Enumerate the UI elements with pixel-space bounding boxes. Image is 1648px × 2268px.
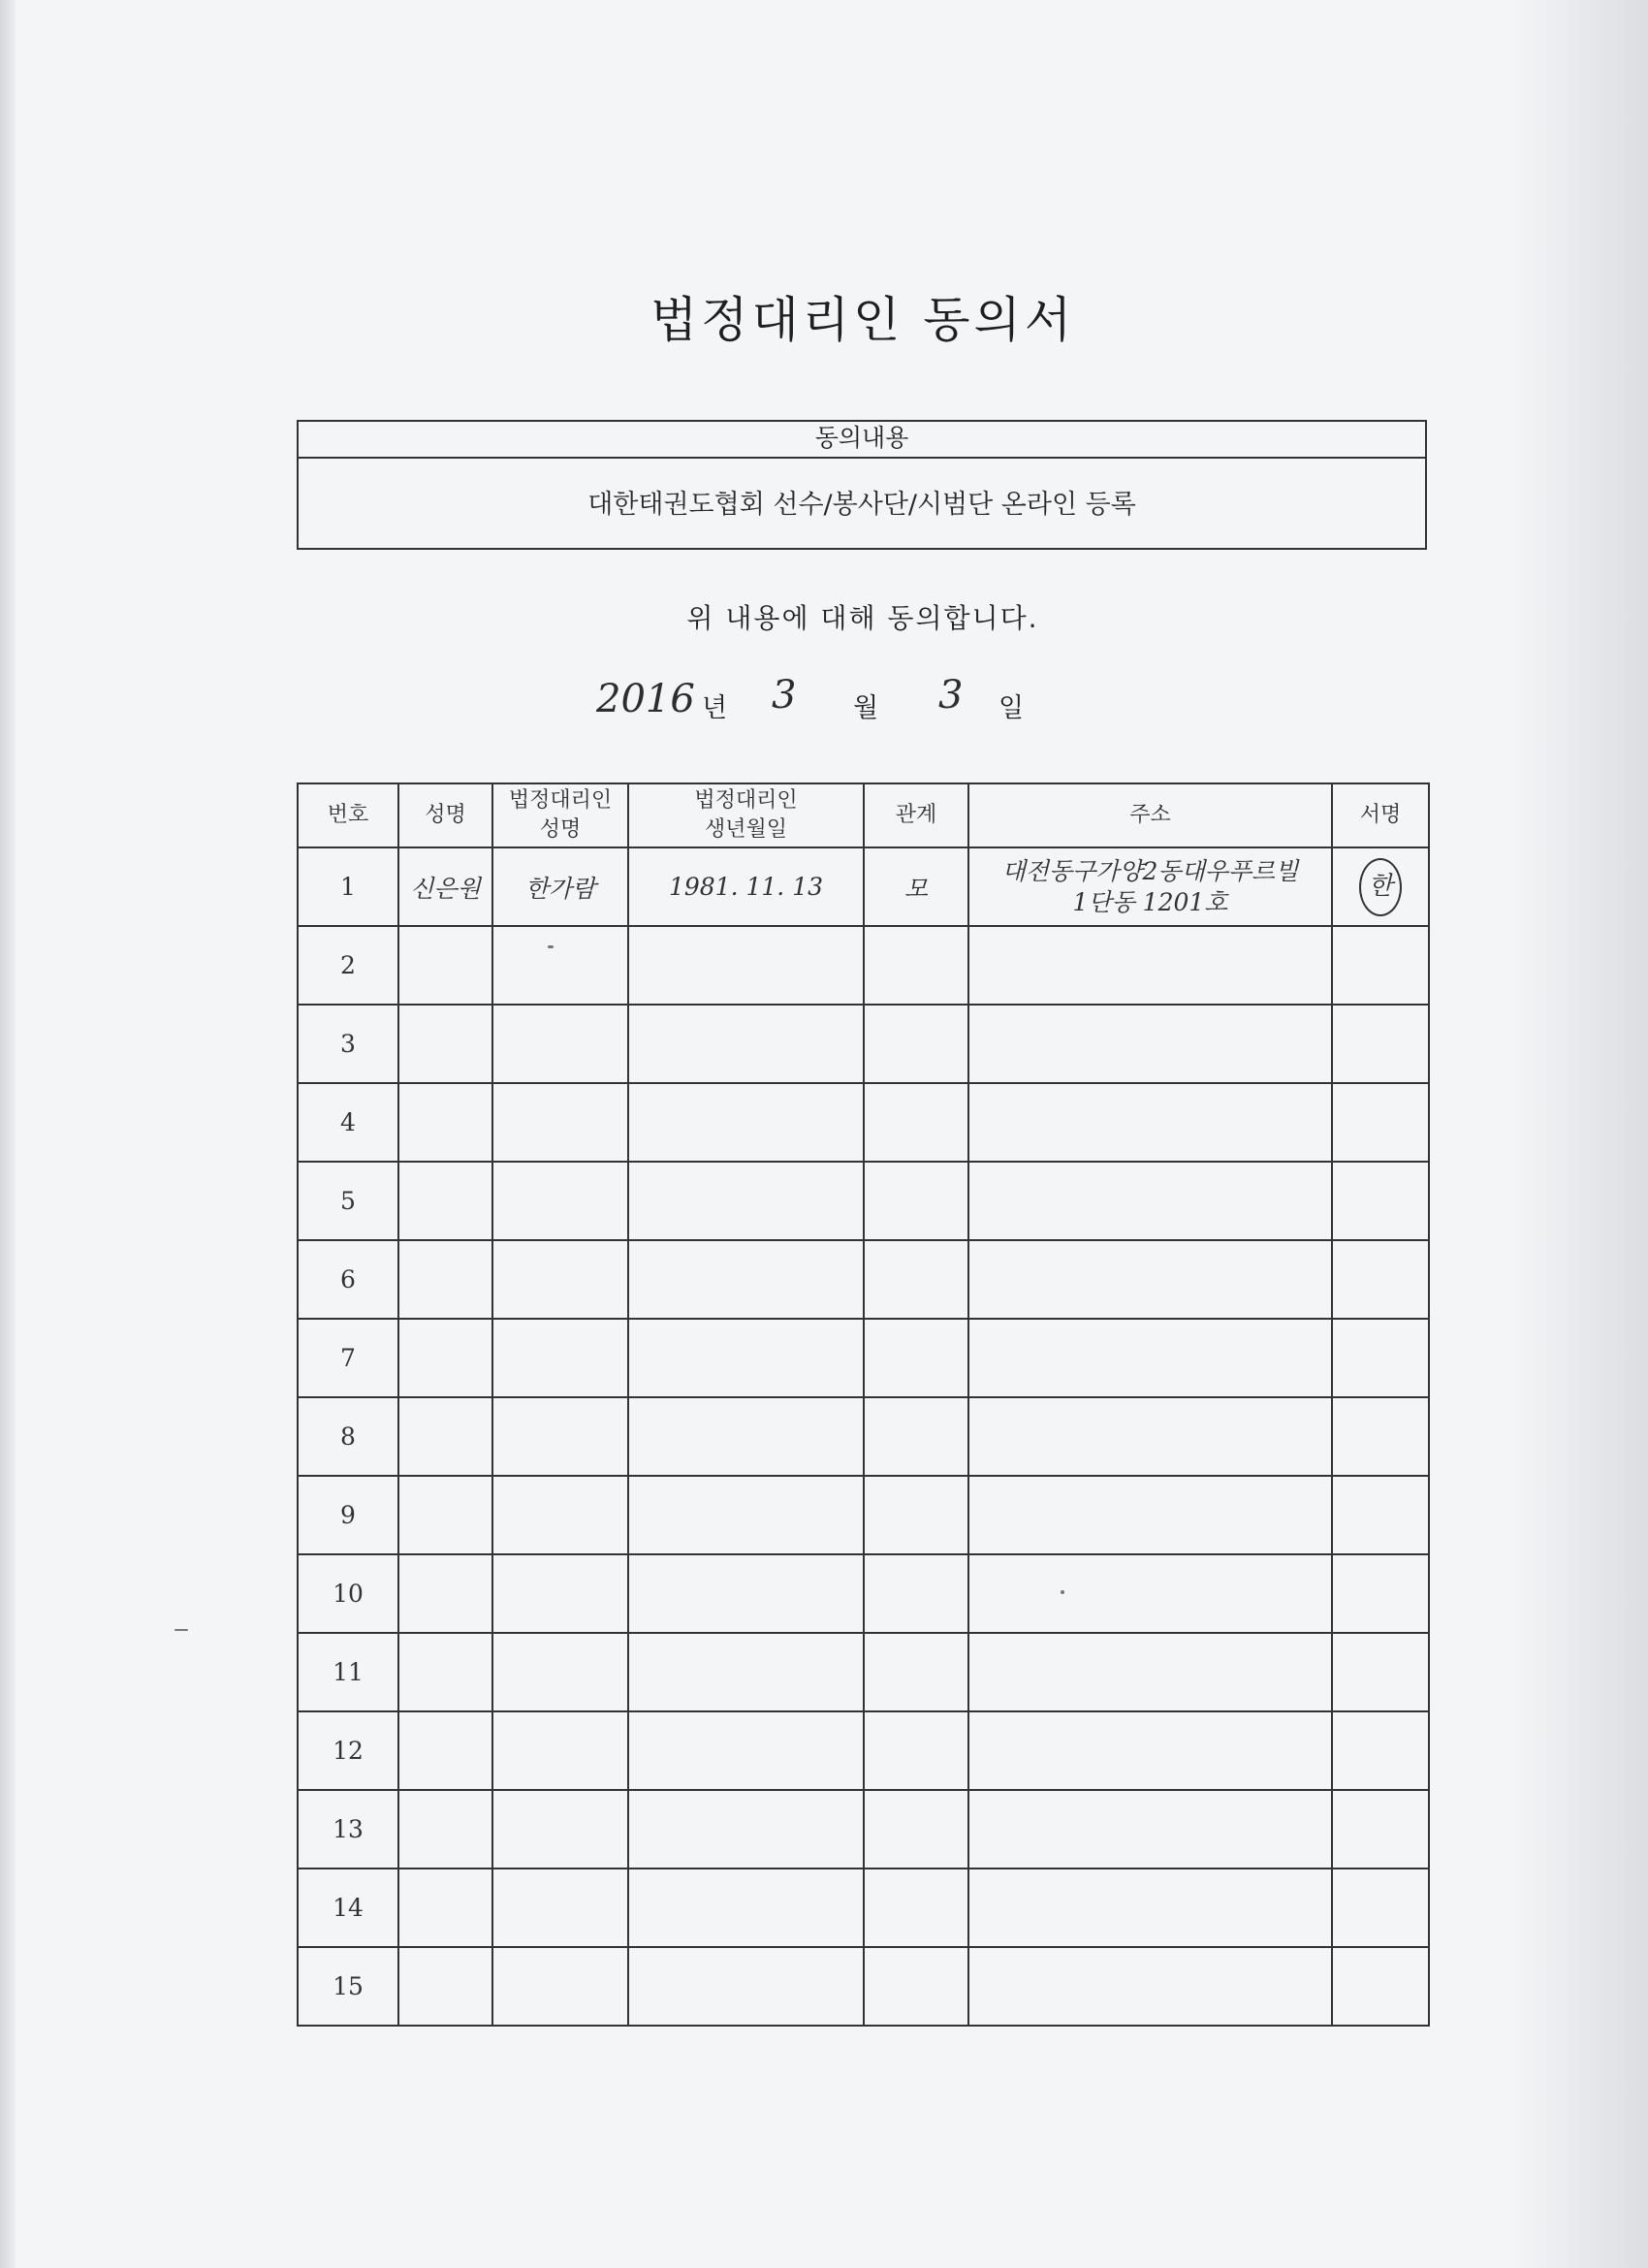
cell-no: 12 [298, 1711, 398, 1790]
header-no: 번호 [298, 783, 398, 847]
date-line [0, 669, 1648, 737]
cell-name [398, 1554, 492, 1633]
cell-guardian-birth: 1981. 11. 13 [628, 847, 864, 926]
cell-address [968, 1947, 1332, 2026]
cell-guardian-birth [628, 1005, 864, 1083]
cell-relation [864, 1711, 968, 1790]
cell-guardian-birth [628, 1476, 864, 1554]
cell-no: 4 [298, 1083, 398, 1162]
cell-guardian-name [492, 1869, 628, 1947]
cell-no: 13 [298, 1790, 398, 1869]
header-address: 주소 [968, 783, 1332, 847]
date-year-label: 년 [702, 693, 728, 723]
cell-guardian-birth [628, 1162, 864, 1240]
date-year: 2016 [596, 677, 695, 721]
cell-signature [1332, 926, 1429, 1005]
cell-guardian-name [492, 1790, 628, 1869]
cell-guardian-birth [628, 1790, 864, 1869]
cell-relation [864, 1633, 968, 1711]
consent-box [297, 420, 1427, 550]
table-row [298, 1711, 1429, 1790]
cell-signature [1332, 1083, 1429, 1162]
cell-relation [864, 1319, 968, 1397]
cell-address [968, 1869, 1332, 1947]
cell-guardian-birth [628, 1554, 864, 1633]
cell-signature [1332, 1319, 1429, 1397]
cell-guardian-name [492, 1162, 628, 1240]
cell-guardian-birth [628, 1083, 864, 1162]
cell-no: 1 [298, 847, 398, 926]
cell-relation [864, 1083, 968, 1162]
cell-address [968, 1554, 1332, 1633]
header-relation: 관계 [864, 783, 968, 847]
table-row [298, 1083, 1429, 1162]
cell-address [968, 1162, 1332, 1240]
cell-name [398, 1476, 492, 1554]
cell-no: 3 [298, 1005, 398, 1083]
cell-relation [864, 1397, 968, 1476]
cell-signature [1332, 1240, 1429, 1319]
cell-address: 대전동구가양2동대우푸르빌 1단동 1201호 [968, 847, 1332, 926]
cell-guardian-birth [628, 1319, 864, 1397]
cell-guardian-name [492, 1711, 628, 1790]
cell-relation: 모 [864, 847, 968, 926]
cell-name: 신은원 [398, 847, 492, 926]
table-row [298, 1319, 1429, 1397]
table-row [298, 1869, 1429, 1947]
date-month-label: 월 [853, 693, 879, 723]
stray-mark [174, 1629, 188, 1631]
cell-guardian-name [492, 1554, 628, 1633]
cell-guardian-name [492, 1240, 628, 1319]
table-header-row [298, 783, 1429, 847]
cell-guardian-birth [628, 1240, 864, 1319]
cell-name [398, 1711, 492, 1790]
cell-no: 7 [298, 1319, 398, 1397]
cell-address [968, 1790, 1332, 1869]
cell-guardian-name: 한가람 [492, 847, 628, 926]
cell-no: 10 [298, 1554, 398, 1633]
cell-address [968, 1397, 1332, 1476]
table-row [298, 1397, 1429, 1476]
cell-relation [864, 1240, 968, 1319]
cell-signature [1332, 1476, 1429, 1554]
cell-name [398, 1005, 492, 1083]
cell-signature [1332, 1947, 1429, 2026]
cell-address [968, 1083, 1332, 1162]
cell-signature [1332, 1790, 1429, 1869]
cell-no: 11 [298, 1633, 398, 1711]
cell-signature [1332, 1633, 1429, 1711]
cell-signature [1332, 847, 1429, 926]
table-row [298, 1240, 1429, 1319]
cell-guardian-name [492, 1476, 628, 1554]
cell-address [968, 926, 1332, 1005]
stray-mark [1061, 1590, 1064, 1594]
cell-relation [864, 1947, 968, 2026]
date-day: 3 [938, 673, 964, 718]
cell-no: 8 [298, 1397, 398, 1476]
header-guardian-birth: 법정대리인 생년월일 [628, 783, 864, 847]
cell-name [398, 926, 492, 1005]
cell-address [968, 1711, 1332, 1790]
stray-mark [548, 945, 554, 948]
table-row [298, 1476, 1429, 1554]
cell-no: 15 [298, 1947, 398, 2026]
cell-address [968, 1240, 1332, 1319]
cell-name [398, 1947, 492, 2026]
cell-signature [1332, 1711, 1429, 1790]
cell-guardian-name [492, 1397, 628, 1476]
cell-relation [864, 1476, 968, 1554]
cell-address [968, 1005, 1332, 1083]
cell-no: 6 [298, 1240, 398, 1319]
table-row [298, 1005, 1429, 1083]
cell-guardian-name [492, 1005, 628, 1083]
cell-guardian-birth [628, 1711, 864, 1790]
cell-name [398, 1397, 492, 1476]
cell-guardian-name [492, 1633, 628, 1711]
table-row [298, 1633, 1429, 1711]
cell-no: 2 [298, 926, 398, 1005]
cell-no: 5 [298, 1162, 398, 1240]
cell-guardian-name [492, 1083, 628, 1162]
date-day-label: 일 [998, 693, 1025, 723]
cell-guardian-birth [628, 1397, 864, 1476]
table-row [298, 1947, 1429, 2026]
cell-relation [864, 1790, 968, 1869]
header-name: 성명 [398, 783, 492, 847]
table-row [298, 847, 1429, 926]
cell-signature [1332, 1162, 1429, 1240]
cell-signature [1332, 1005, 1429, 1083]
document-title: 법정대리인 동의서 [650, 292, 1076, 348]
cell-signature [1332, 1554, 1429, 1633]
cell-name [398, 1240, 492, 1319]
cell-signature [1332, 1397, 1429, 1476]
cell-address [968, 1319, 1332, 1397]
cell-name [398, 1869, 492, 1947]
signature-mark: 한 [1359, 858, 1402, 916]
table-row [298, 1162, 1429, 1240]
cell-no: 9 [298, 1476, 398, 1554]
cell-guardian-birth [628, 926, 864, 1005]
cell-name [398, 1633, 492, 1711]
cell-guardian-name [492, 1319, 628, 1397]
guardian-table [297, 783, 1430, 2027]
cell-guardian-name [492, 926, 628, 1005]
consent-header: 동의내용 [299, 422, 1425, 459]
cell-signature [1332, 1869, 1429, 1947]
date-month: 3 [772, 673, 797, 718]
agreement-statement: 위 내용에 대해 동의합니다. [686, 602, 1039, 634]
cell-guardian-name [492, 1947, 628, 2026]
cell-relation [864, 1162, 968, 1240]
table-row [298, 1790, 1429, 1869]
cell-guardian-birth [628, 1633, 864, 1711]
cell-relation [864, 1005, 968, 1083]
header-signature: 서명 [1332, 783, 1429, 847]
cell-name [398, 1162, 492, 1240]
header-guardian-name: 법정대리인 성명 [492, 783, 628, 847]
cell-relation [864, 1869, 968, 1947]
cell-address [968, 1633, 1332, 1711]
cell-guardian-birth [628, 1947, 864, 2026]
cell-name [398, 1790, 492, 1869]
cell-relation [864, 926, 968, 1005]
cell-no: 14 [298, 1869, 398, 1947]
table-row [298, 926, 1429, 1005]
cell-address [968, 1476, 1332, 1554]
cell-guardian-birth [628, 1869, 864, 1947]
cell-name [398, 1319, 492, 1397]
cell-name [398, 1083, 492, 1162]
consent-content: 대한태권도협회 선수/봉사단/시범단 온라인 등록 [587, 490, 1136, 520]
cell-relation [864, 1554, 968, 1633]
table-row [298, 1554, 1429, 1633]
